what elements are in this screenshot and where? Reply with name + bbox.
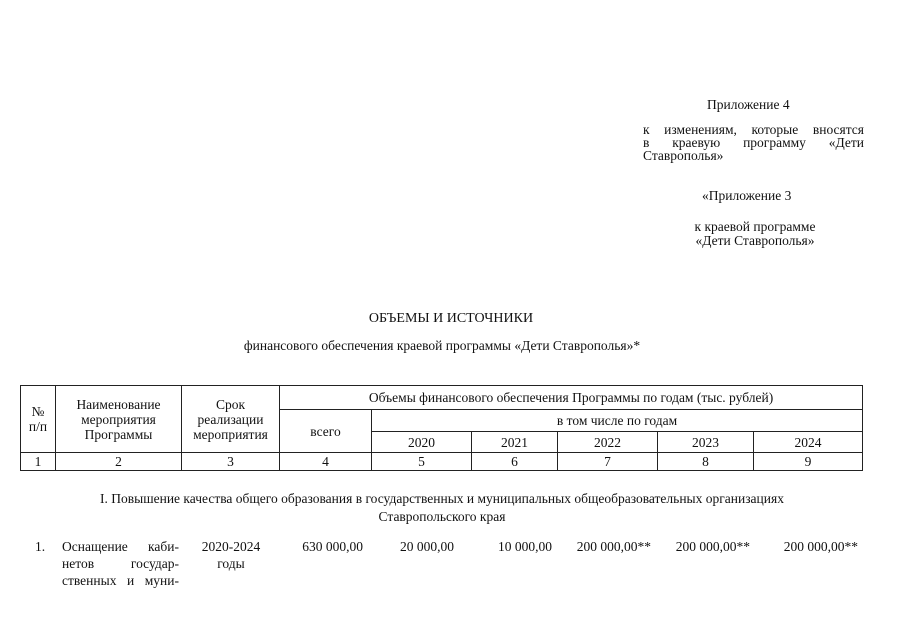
row-term [186, 538, 276, 572]
row-num: 1. [35, 539, 46, 554]
header-by-years: в том числе по годам [372, 410, 863, 432]
index-cell-8: 8 [658, 453, 754, 471]
header-name-line-2: мероприятия [81, 411, 156, 427]
row-2022: 200 000,00** [576, 539, 651, 554]
document-subtitle: финансового обеспечения краевой программы «Дети Ставрополья»* [243, 338, 641, 353]
header-term [182, 386, 280, 453]
index-cell-5: 5 [372, 453, 472, 471]
row-2020: 20 000,00 [400, 539, 454, 554]
index-cell-1: 1 [21, 453, 56, 471]
header-year-2022: 2022 [558, 432, 658, 453]
row-name-line-1: Оснащение каби- [62, 539, 179, 554]
funding-table-header [20, 385, 863, 471]
appendix-line-2: в краевую программу «Дети [643, 135, 864, 150]
header-total: всего [280, 410, 372, 453]
header-num [21, 386, 56, 453]
row-term-line-2: годы [217, 556, 245, 571]
header-term-line-2: реализации [197, 411, 264, 427]
row-name [62, 538, 179, 589]
header-num-line-1: № [31, 404, 45, 419]
appendix-description [643, 123, 864, 162]
inner-appendix-label: «Приложение 3 [702, 188, 792, 203]
section-heading [0, 490, 884, 526]
inner-appendix-line-2: «Дети Ставрополья» [695, 233, 815, 248]
row-2021: 10 000,00 [498, 539, 552, 554]
index-cell-7: 7 [558, 453, 658, 471]
header-year-2023: 2023 [658, 432, 754, 453]
appendix-label: Приложение 4 [707, 97, 790, 112]
row-2024: 200 000,00** [783, 539, 858, 554]
header-name [56, 386, 182, 453]
row-total: 630 000,00 [302, 539, 363, 554]
header-name-line-3: Программы [84, 426, 153, 442]
header-num-line-2: п/п [28, 419, 48, 434]
row-name-line-3: ственных и муни- [62, 573, 179, 588]
inner-appendix-description [680, 220, 830, 248]
appendix-line-3: Ставрополья» [643, 148, 724, 163]
index-cell-6: 6 [472, 453, 558, 471]
section-heading-line-2: Ставропольского края [378, 509, 506, 524]
index-cell-4: 4 [280, 453, 372, 471]
index-cell-9: 9 [754, 453, 863, 471]
inner-appendix-line-1: к краевой программе [694, 219, 816, 234]
header-year-2021: 2021 [472, 432, 558, 453]
header-funding-group: Объемы финансового обеспечения Программы по годам (тыс. рублей) [280, 386, 863, 410]
row-2023: 200 000,00** [675, 539, 750, 554]
index-cell-3: 3 [182, 453, 280, 471]
header-year-2024: 2024 [754, 432, 863, 453]
document-title: ОБЪЕМЫ И ИСТОЧНИКИ [368, 311, 534, 326]
header-term-line-3: мероприятия [193, 426, 268, 442]
row-term-line-1: 2020-2024 [201, 539, 261, 554]
index-cell-2: 2 [56, 453, 182, 471]
appendix-line-1: к изменениям, которые вносятся [643, 122, 864, 137]
header-name-line-1: Наименование [76, 396, 161, 412]
row-name-line-2: нетов государ- [62, 556, 179, 571]
header-term-line-1: Срок [215, 396, 246, 412]
section-heading-line-1: I. Повышение качества общего образования в государственных и муниципальных общеобразовательных организациях [100, 491, 784, 506]
header-year-2020: 2020 [372, 432, 472, 453]
